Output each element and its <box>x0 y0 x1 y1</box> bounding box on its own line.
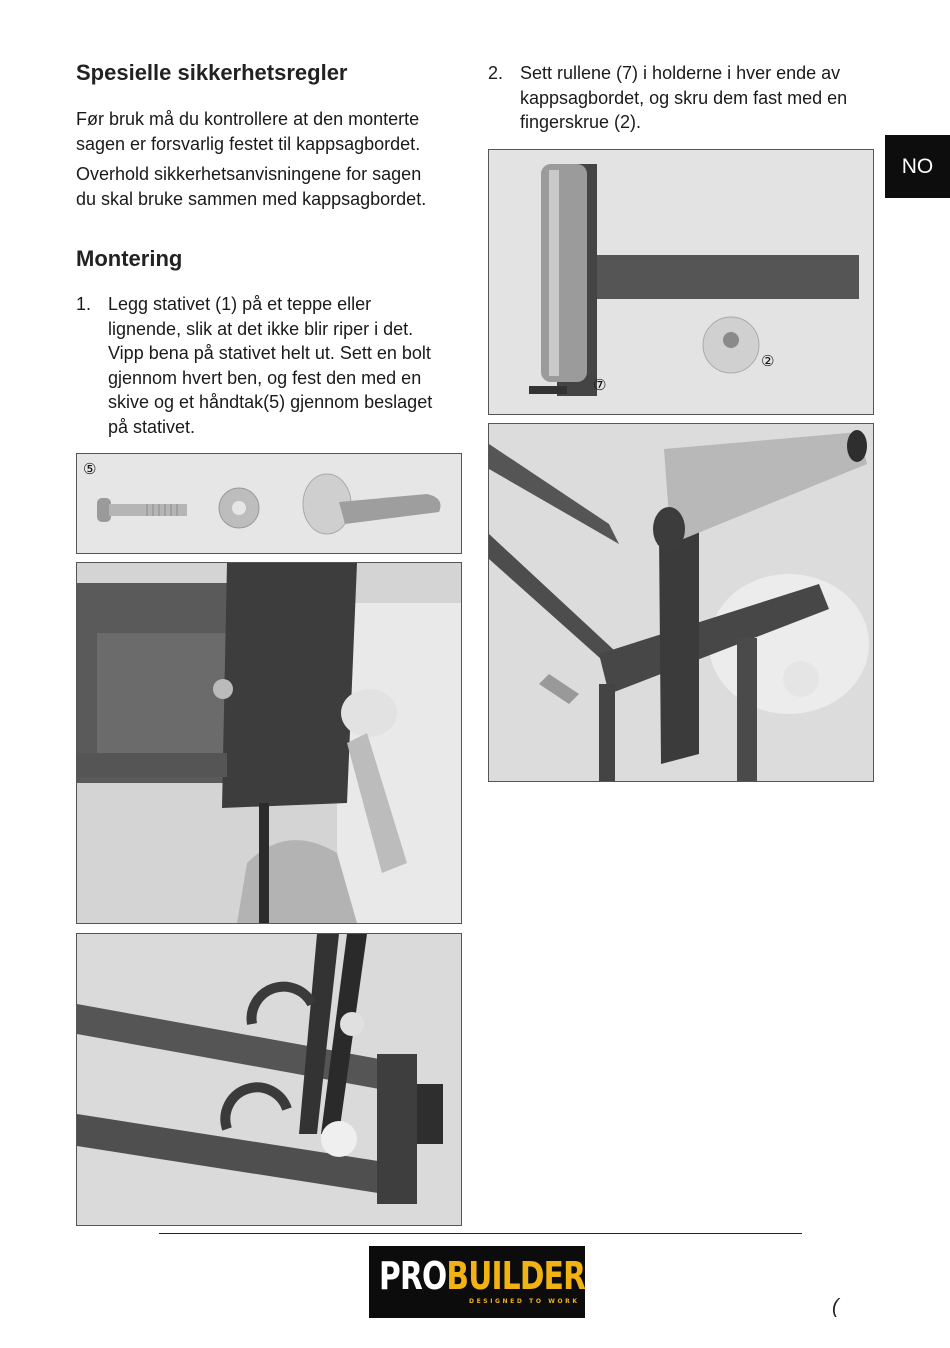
bolt-head-icon <box>97 498 111 522</box>
parts-photo <box>76 453 462 554</box>
parts-illustration <box>77 454 461 553</box>
text-line: Overhold sikkerhetsanvisningene for sagen <box>76 164 422 184</box>
roller-illustration <box>489 150 873 414</box>
step-number: 1. <box>76 294 92 314</box>
page-number: ( <box>832 1296 839 1318</box>
text-line: Legg stativet (1) på et teppe eller <box>108 294 372 314</box>
stand-photo <box>76 933 462 1226</box>
step-1 <box>76 292 466 442</box>
text-line: gjennom hvert ben, og fest den med en <box>108 367 422 388</box>
roller-photo <box>488 149 874 415</box>
text-line: sagen er forsvarlig festet til kappsagbordet. <box>76 134 421 154</box>
text-line: Vipp bena på stativet helt ut. Sett en bolt <box>108 343 431 363</box>
handle-lever-icon <box>339 494 441 524</box>
stand-illustration <box>77 934 461 1225</box>
handle-knob-icon <box>341 689 397 737</box>
safety-paragraph-2 <box>76 162 466 212</box>
leg-tube <box>222 563 357 808</box>
finger-screw-icon <box>783 661 819 697</box>
assembly-heading: Montering <box>76 246 183 271</box>
handle-knob-icon <box>321 1121 357 1157</box>
parts-label: ⑤ <box>83 460 97 478</box>
bolt-head-icon <box>213 679 233 699</box>
handle-knob-icon <box>340 1012 364 1036</box>
text-line: Sett rullene (7) i holderne i hver ende av <box>520 63 841 83</box>
text-line: Før bruk må du kontrollere at den monterte <box>76 109 420 129</box>
text-line: fingerskrue (2). <box>520 112 642 132</box>
footer-divider <box>159 1233 802 1234</box>
roller-label: ⑦ <box>593 376 607 394</box>
roller-cylinder <box>541 164 587 382</box>
text-line: du skal bruke sammen med kappsagbordet. <box>76 189 427 209</box>
logo-tagline: DESIGNED TO WORK <box>469 1298 580 1305</box>
safety-heading: Spesielle sikkerhetsregler <box>76 60 348 85</box>
step-number: 2. <box>488 63 504 83</box>
text-line: kappsagbordet, og skru dem fast med en <box>520 87 848 108</box>
leg-bolt-illustration <box>77 563 461 923</box>
step-2 <box>488 61 878 137</box>
roller-mounted-illustration <box>489 424 873 781</box>
probuilder-logo <box>369 1246 585 1318</box>
text-line: lignende, slik at det ikke blir riper i det. <box>108 318 414 339</box>
logo-builder: BUILDER <box>446 1254 586 1298</box>
roller-holder-bar <box>579 255 859 299</box>
roller-mounted-photo <box>488 423 874 782</box>
leg-bolt-photo <box>76 562 462 924</box>
logo-wordmark <box>379 1252 585 1300</box>
roller-post <box>659 524 699 764</box>
language-tab: NO <box>885 135 950 198</box>
safety-paragraph-1 <box>76 107 466 157</box>
text-line: skive og et håndtak(5) gjennom beslaget <box>108 392 433 412</box>
logo-pro: PRO <box>379 1254 447 1298</box>
text-line: på stativet. <box>108 416 196 437</box>
screw-label: ② <box>761 352 775 370</box>
bolt-shank-icon <box>109 504 187 516</box>
